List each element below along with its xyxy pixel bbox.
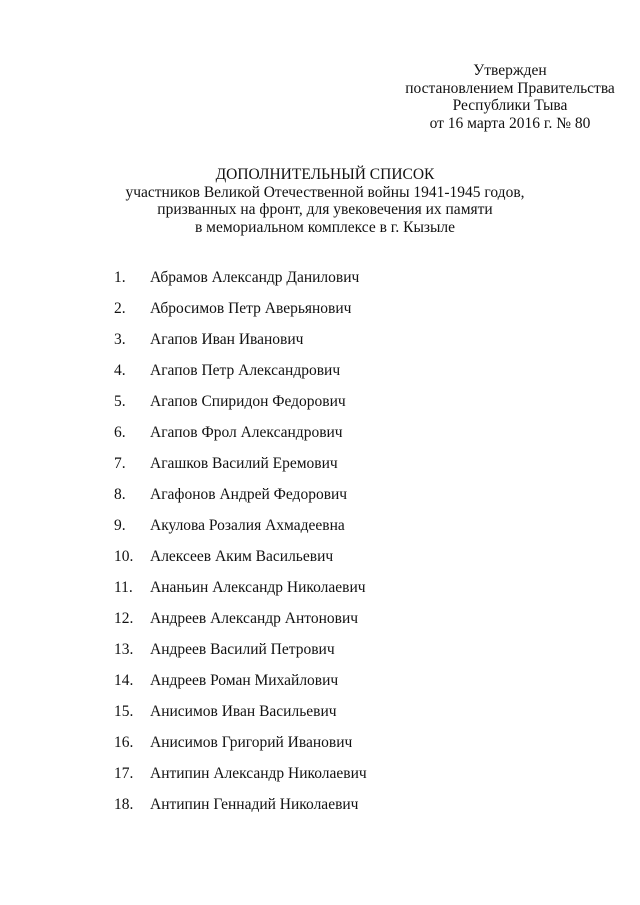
list-item [0, 609, 640, 640]
list-item [0, 764, 640, 795]
person-name: Агапов Фрол Александрович [150, 424, 343, 441]
list-item [0, 330, 640, 361]
list-item [0, 733, 640, 764]
item-number: 8. [114, 486, 126, 503]
person-name: Алексеев Аким Васильевич [150, 548, 334, 565]
approval-line: Республики Тыва [452, 97, 568, 114]
list-item [0, 795, 640, 826]
list-item [0, 299, 640, 330]
item-number: 3. [114, 331, 126, 348]
list-item [0, 454, 640, 485]
list-item [0, 578, 640, 609]
list-subtitle: участников Великой Отечественной войны 1941-1945 годов, [125, 183, 525, 201]
list-item [0, 423, 640, 454]
list-title: ДОПОЛНИТЕЛЬНЫЙ СПИСОК [215, 166, 435, 183]
item-number: 5. [114, 393, 126, 410]
approval-date-line: от 16 марта 2016 г. № 80 [429, 114, 591, 132]
person-name: Абрамов Александр Данилович [150, 269, 360, 286]
item-number: 6. [114, 424, 126, 441]
item-number: 18. [114, 796, 134, 813]
item-number: 7. [114, 455, 126, 472]
item-number: 10. [114, 548, 134, 565]
item-number: 12. [114, 610, 134, 627]
item-number: 17. [114, 765, 134, 782]
item-number: 14. [114, 672, 134, 689]
approval-block [390, 62, 630, 132]
item-number: 11. [114, 579, 133, 596]
person-name: Агафонов Андрей Федорович [150, 486, 348, 503]
person-name: Андреев Роман Михайлович [150, 672, 339, 689]
person-name: Андреев Василий Петрович [150, 641, 335, 658]
list-subtitle: призванных на фронт, для увековечения их памяти [157, 201, 493, 218]
list-item [0, 640, 640, 671]
names-list [0, 268, 640, 826]
list-item [0, 516, 640, 547]
list-item [0, 392, 640, 423]
person-name: Антипин Геннадий Николаевич [150, 796, 359, 813]
list-item [0, 268, 640, 299]
item-number: 2. [114, 300, 126, 317]
person-name: Агапов Иван Иванович [150, 331, 304, 348]
item-number: 4. [114, 362, 126, 379]
person-name: Акулова Розалия Ахмадеевна [150, 517, 345, 534]
item-number: 13. [114, 641, 134, 658]
person-name: Абросимов Петр Аверьянович [150, 300, 352, 317]
list-heading [90, 166, 560, 236]
person-name: Агапов Спиридон Федорович [150, 393, 346, 410]
person-name: Антипин Александр Николаевич [150, 765, 367, 782]
item-number: 9. [114, 517, 126, 534]
list-item [0, 702, 640, 733]
list-item [0, 361, 640, 392]
approval-line: Утвержден [473, 62, 547, 79]
item-number: 1. [114, 269, 126, 286]
list-item [0, 485, 640, 516]
approval-line: постановлением Правительства [405, 79, 615, 97]
person-name: Анисимов Григорий Иванович [150, 734, 353, 751]
list-item [0, 671, 640, 702]
list-item [0, 547, 640, 578]
list-subtitle: в мемориальном комплексе в г. Кызыле [194, 218, 456, 236]
person-name: Агапов Петр Александрович [150, 362, 341, 379]
person-name: Агашков Василий Еремович [150, 455, 338, 472]
person-name: Анисимов Иван Васильевич [150, 703, 337, 720]
person-name: Андреев Александр Антонович [150, 610, 359, 627]
item-number: 15. [114, 703, 134, 720]
item-number: 16. [114, 734, 134, 751]
person-name: Ананьин Александр Николаевич [150, 579, 366, 596]
